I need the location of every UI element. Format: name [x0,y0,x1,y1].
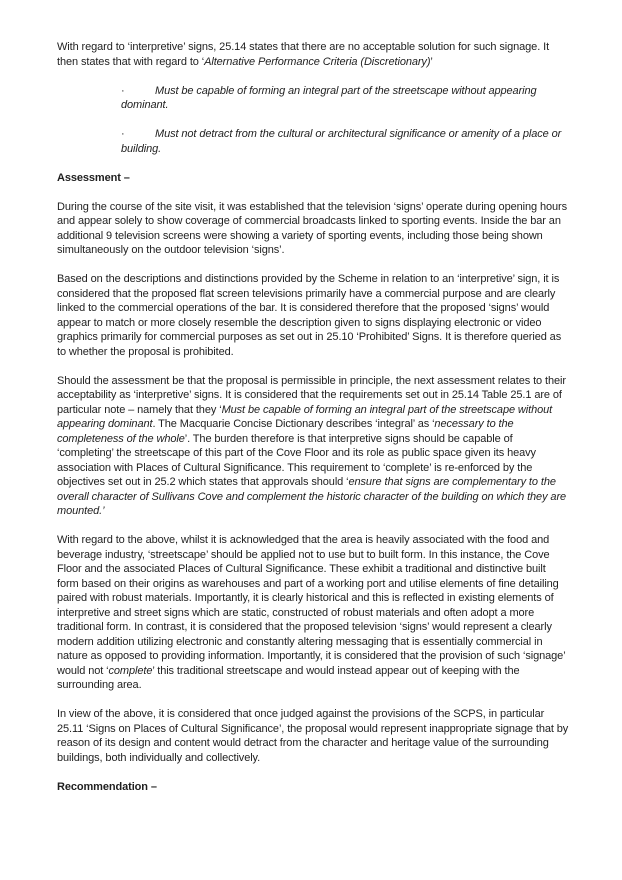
recommendation-heading: Recommendation – [57,780,157,793]
acceptability-quote-2-italic: necessary to the completeness of the whole [57,418,514,445]
bullet-item-2 [121,127,569,156]
acceptability-text-1: Should the assessment be that the proposal is permissible in principle, the next assessment relates to their acceptability as ‘interpretive’ signs. It is considered that the requirements set out in 25.14 Table 25.1 are of particular note – namely that they ‘ [57,374,566,416]
intro-closing-quote: ’ [430,55,433,68]
bullet-item-1 [121,84,569,113]
acceptability-quote-3-italic: ensure that signs are complementary to the overall character of Sullivans Cove and complement the historic character of the building on which they are mounted.’ [57,476,567,517]
paragraph-streetscape [57,533,569,693]
intro-quote-italic: Alternative Performance Criteria (Discretionary) [204,55,431,68]
bullet-marker: · [121,128,125,140]
streetscape-text-1: With regard to the above, whilst it is acknowledged that the area is heavily associated with the food and beverage industry, ‘streetscape’ should be applied not to use but to built form. In this instance, the Cove Floor and the associated Places of Cultural Significance. These exhibit a traditional and distinctive built form based on their origins as warehouses and part of a working port and utilise elements of fine detailing paired with robust materials. Importantly, it is clearly historical and this is reflected in existing elements of interpretive and street signs which are static, constructed of robust materials and often adopt a more traditional form. In contrast, it is considered that the proposed television ‘signs’ would represent a clearly modern addition utilizing electronic and constantly altering messaging that is essentially commercial in nature as opposed to providing information. Importantly, it is considered that the provision of such ‘signage’ would not ‘ [57,534,566,677]
acceptability-text-2: . The Macquarie Concise Dictionary describes ‘integral’ as ‘ [152,418,435,430]
paragraph-acceptability [57,374,569,519]
paragraph-scheme-descriptions: Based on the descriptions and distinctions provided by the Scheme in relation to an ‘interpretive’ sign, it is considered that the proposed flat screen televisions primarily have a commercial purpose and are clearly linked to the commercial operations of the bar. It is considered therefore that the proposed ‘signs’ would appear to match or more closely resemble the description given to signs displaying electronic or video graphics primarily for commercial purposes as set out in 25.10 ‘Prohibited’ Signs. It is therefore queried as to whether the proposal is prohibited. [57,273,562,358]
streetscape-quote-italic: complete [108,664,153,677]
bullet-item-1-text: Must be capable of forming an integral part of the streetscape without appearing dominant. [121,84,537,111]
assessment-heading: Assessment – [57,171,130,184]
streetscape-text-2: ’ this traditional streetscape and would instead appear out of keeping with the surrounding area. [57,664,520,691]
acceptability-quote-1-italic: Must be capable of forming an integral part of the streetscape without appearing dominant [57,403,553,430]
bullet-marker: · [121,84,125,97]
bullet-item-2-text: Must not detract from the cultural or architectural significance or amenity of a place or building. [121,128,562,155]
intro-text: With regard to ‘interpretive’ signs, 25.14 states that there are no acceptable solution for such signage. It then states that with regard to ‘ [57,41,550,68]
paragraph-intro [57,40,569,69]
paragraph-conclusion: In view of the above, it is considered that once judged against the provisions of the SCPS, in particular 25.11 ‘Signs on Places of Cultural Significance’, the proposal would represent inappropriate signage that by reason of its design and content would detract from the character and heritage value of the surrounding buildings, both individually and collectively. [57,708,569,764]
acceptability-text-3: ’. The burden therefore is that interpretive signs should be capable of ‘completing’ the streetscape of this part of the Cove Floor and its role as public space given its heavy association with Places of Cultural Significance. This requirement to ‘complete’ is re-enforced by the objectives set out in 25.2 which states that approvals should ‘ [57,432,536,488]
paragraph-site-visit: During the course of the site visit, it was established that the television ‘signs’ operate during opening hours and appear solely to show coverage of commercial broadcasts linked to sporting events. Inside the bar an additional 9 television screens were showing a variety of sporting events, including those being shown simultaneously on the outdoor television ‘signs’. [57,200,567,256]
